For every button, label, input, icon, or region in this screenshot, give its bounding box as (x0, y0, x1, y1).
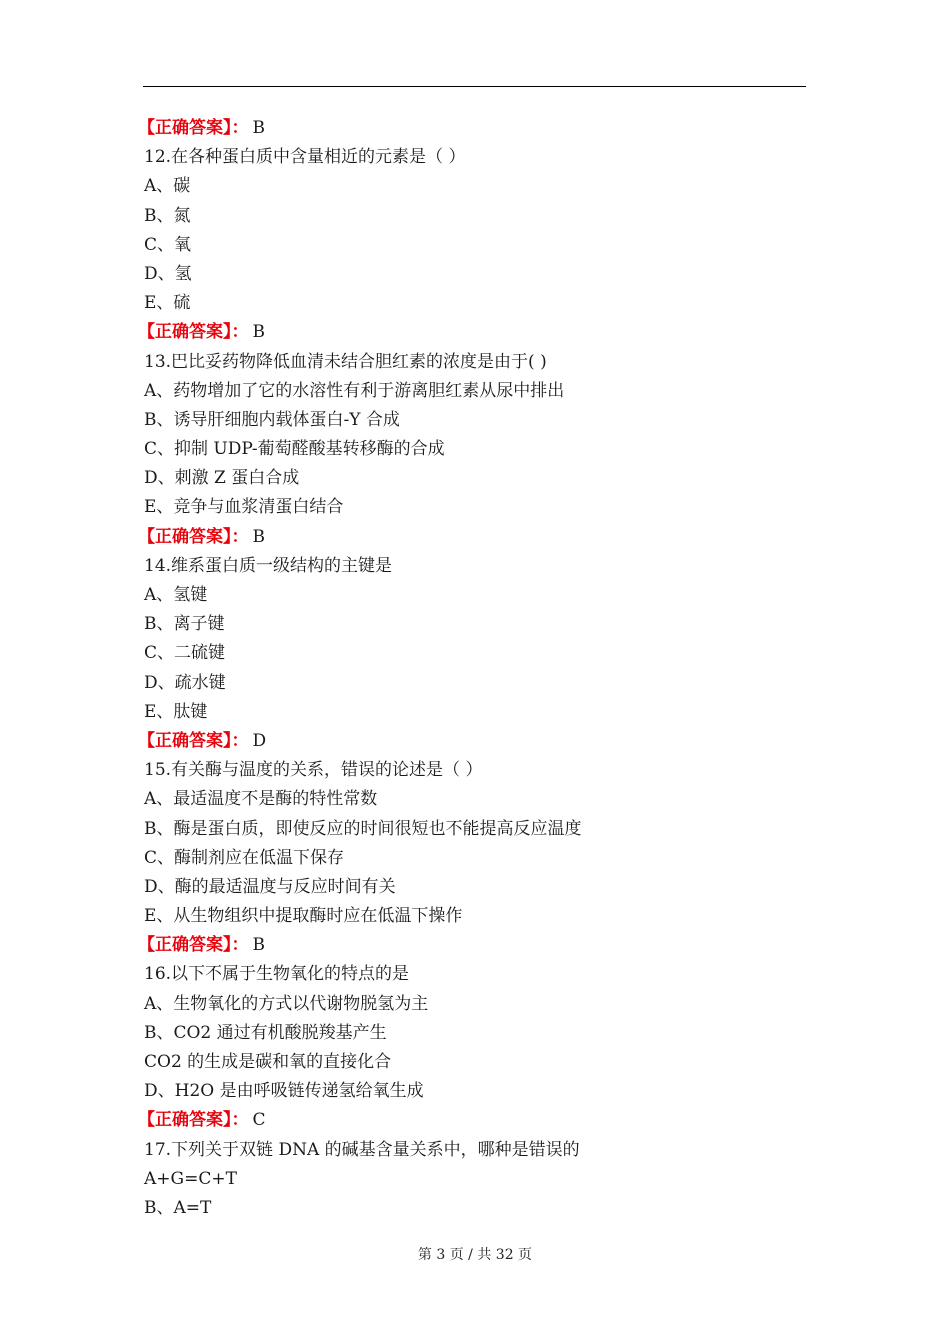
answer-label: 【正确答案】： (138, 730, 249, 751)
text-line: A、氢键 (144, 585, 208, 605)
answer-line (138, 727, 824, 756)
text-line: C、抑制 UDP-葡萄醛酸基转移酶的合成 (144, 439, 445, 460)
text-line: C、二硫键 (144, 643, 226, 664)
text-line: B、氮 (144, 205, 191, 226)
text-line: D、氢 (144, 263, 192, 284)
answer-line (138, 931, 824, 960)
text-line: D、H2O 是由呼吸链传递氢给氧生成 (144, 1081, 424, 1102)
text-line: A、碳 (144, 176, 191, 197)
answer-label: 【正确答案】： (138, 1110, 249, 1131)
text-line: E、肽键 (144, 701, 208, 722)
text-line: 13.巴比妥药物降低血清未结合胆红素的浓度是由于( ) (144, 351, 547, 372)
answer-label: 【正确答案】： (138, 118, 249, 138)
text-line: D、疏水键 (144, 672, 226, 693)
text-line: A、最适温度不是酶的特性常数 (144, 789, 378, 810)
answer-label: 【正确答案】： (138, 322, 249, 343)
header-rule (143, 86, 806, 87)
answer-value: B (252, 118, 265, 138)
answer-value: B (252, 322, 265, 343)
answer-line (138, 114, 824, 143)
text-line: D、刺激 Z 蛋白合成 (144, 468, 300, 489)
text-line: 17.下列关于双链 DNA 的碱基含量关系中，哪种是错误的 (144, 1139, 580, 1160)
text-line: A、药物增加了它的水溶性有利于游离胆红素从尿中排出 (144, 380, 565, 401)
page-footer: 第 3 页 / 共 32 页 (417, 1247, 533, 1263)
answer-value: D (252, 730, 267, 751)
answer-line (138, 523, 824, 552)
text-line: B、CO2 通过有机酸脱羧基产生 (144, 1022, 387, 1043)
answer-value: C (252, 1110, 266, 1131)
text-line: B、离子键 (144, 614, 225, 635)
text-line: A+G=C+T (144, 1168, 237, 1189)
answer-value: B (252, 935, 265, 956)
answer-label: 【正确答案】： (138, 935, 249, 956)
text-line: C、氧 (144, 234, 192, 255)
answer-line (138, 1106, 824, 1135)
text-line: B、A=T (144, 1197, 212, 1218)
text-line: E、从生物组织中提取酶时应在低温下操作 (144, 906, 463, 927)
text-line: B、诱导肝细胞内载体蛋白-Y 合成 (144, 409, 400, 430)
answer-value: B (252, 526, 265, 547)
text-line: CO2 的生成是碳和氧的直接化合 (144, 1052, 392, 1072)
text-line: E、竞争与血浆清蛋白结合 (144, 497, 344, 518)
text-line: 16.以下不属于生物氧化的特点的是 (144, 964, 410, 985)
text-line: 12.在各种蛋白质中含量相近的元素是（ ） (144, 147, 466, 168)
text-line: C、酶制剂应在低温下保存 (144, 847, 345, 868)
text-line: 15.有关酶与温度的关系，错误的论述是（ ） (144, 760, 483, 781)
document-body (138, 114, 824, 1223)
text-line: B、酶是蛋白质，即使反应的时间很短也不能提高反应温度 (144, 818, 582, 839)
text-line: D、酶的最适温度与反应时间有关 (144, 876, 396, 897)
answer-label: 【正确答案】： (138, 526, 249, 547)
text-line: 14.维系蛋白质一级结构的主键是 (144, 555, 393, 576)
text-line: A、生物氧化的方式以代谢物脱氢为主 (144, 993, 429, 1014)
answer-line (138, 318, 824, 347)
text-line: E、硫 (144, 293, 191, 314)
